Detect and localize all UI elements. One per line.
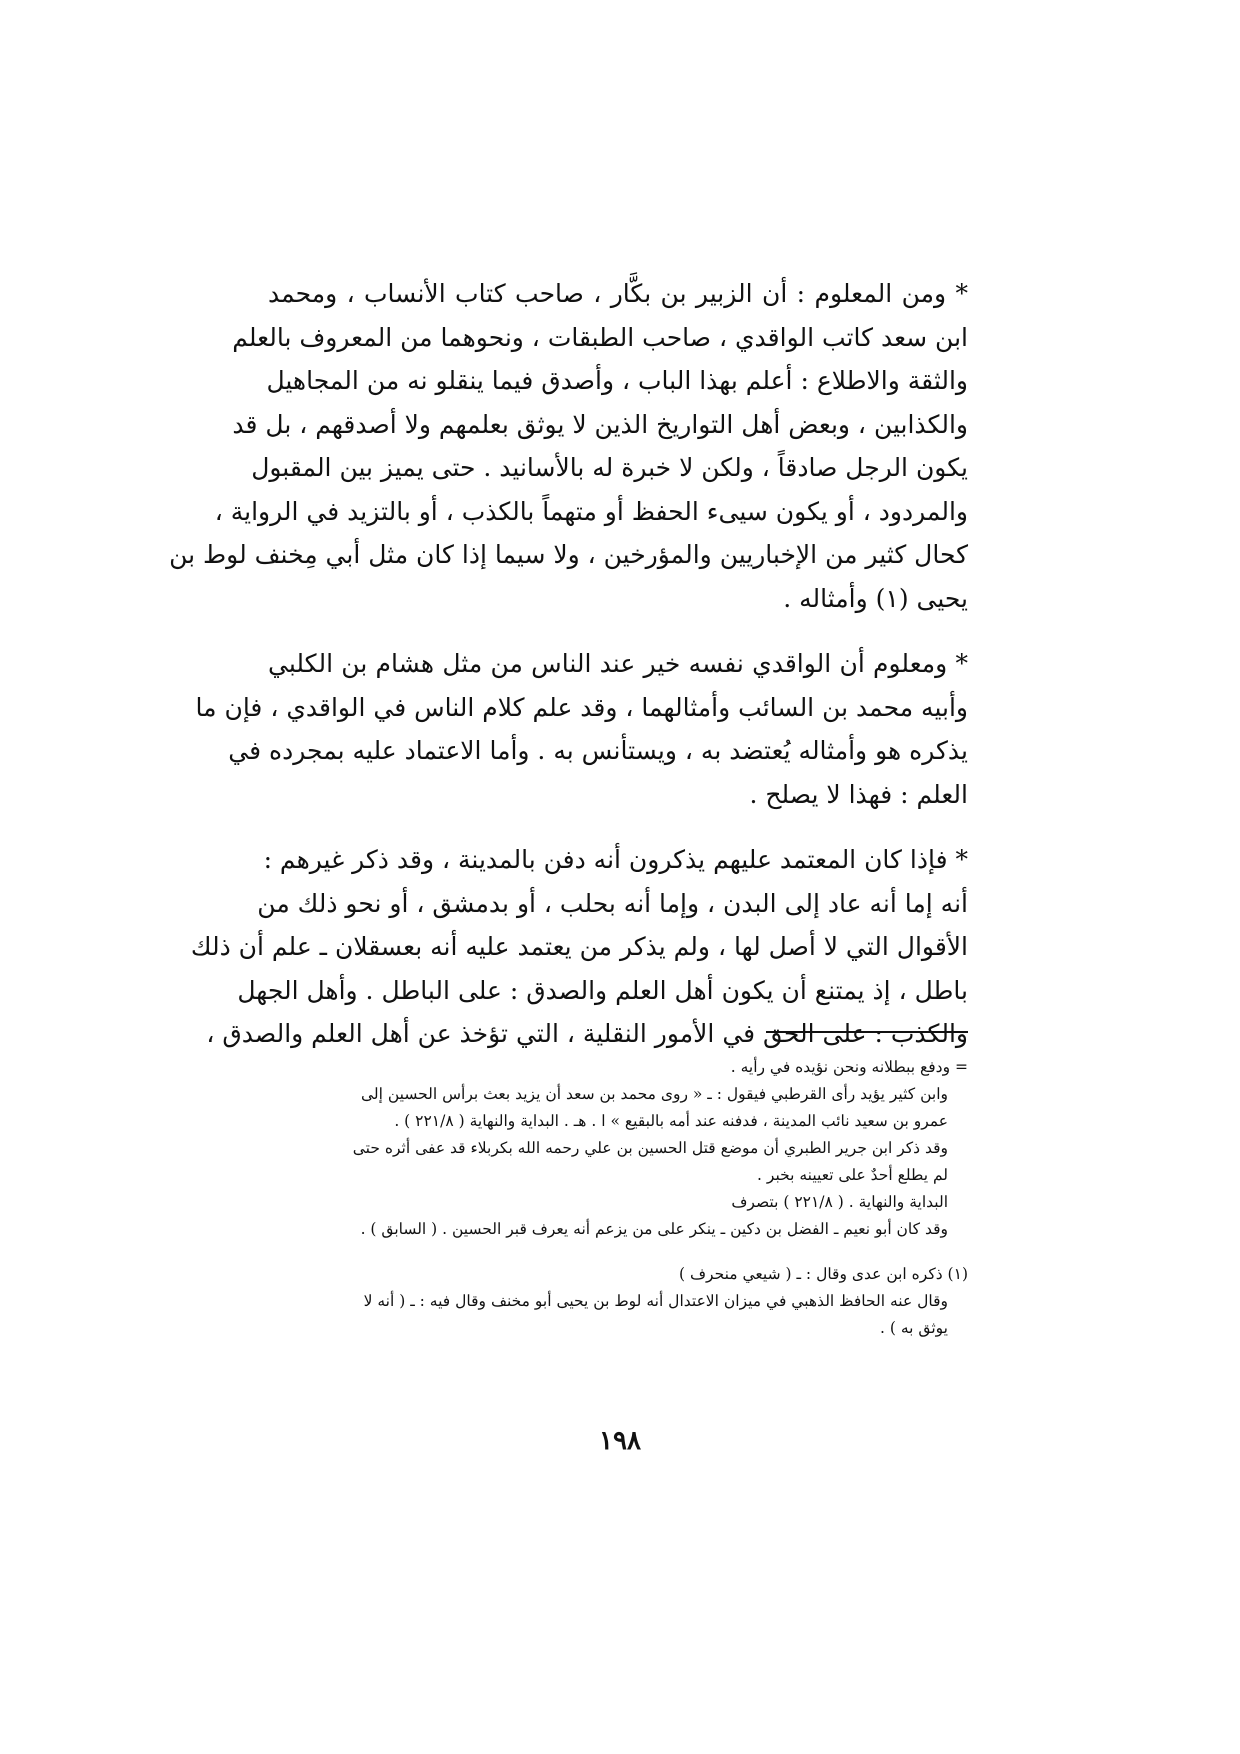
footnote-separator — [766, 1031, 968, 1033]
text-line: * ومعلوم أن الواقدي نفسه خير عند الناس من مثل هشام بن الكلبي — [268, 649, 968, 678]
footnote-line: (١) ذكره ابن عدى وقال : ـ ( شيعي منحرف ) — [678, 1265, 968, 1283]
footnote-line: وقال عنه الحافظ الذهبي في ميزان الاعتدال أنه لوط بن يحيى أبو مخنف وقال فيه : ـ ( أنه لا — [363, 1292, 948, 1310]
footnote-line: البداية والنهاية . ( ٢٢١/٨ ) بتصرف — [731, 1193, 948, 1211]
paragraph-2 — [195, 642, 968, 816]
footnote-line: = ودفع ببطلانه ونحن نؤيده في رأيه . — [730, 1058, 968, 1076]
text-line: يكون الرجل صادقاً ، ولكن لا خبرة له بالأسانيد . حتى يميز بين المقبول — [251, 453, 968, 482]
footnote-line: وقد كان أبو نعيم ـ الفضل بن دكين ـ ينكر على من يزعم أنه يعرف قبر الحسين . ( السابق ) . — [360, 1220, 948, 1238]
text-line: وأبيه محمد بن السائب وأمثالهما ، وقد علم كلام الناس في الواقدي ، فإن ما — [195, 692, 968, 722]
text-line: * ومن المعلوم : أن الزبير بن بكَّار ، صاحب كتاب الأنساب ، ومحمد — [268, 279, 969, 308]
footnote-line: يوثق به ) . — [880, 1319, 948, 1337]
footnotes — [268, 1054, 968, 1342]
text-line: كحال كثير من الإخباريين والمؤرخين ، ولا سيما إذا كان مثل أبي مِخنف لوط بن — [169, 540, 968, 569]
text-line: باطل ، إذ يمتنع أن يكون أهل العلم والصدق : على الباطل . وأهل الجهل — [237, 975, 968, 1005]
text-line: ابن سعد كاتب الواقدي ، صاحب الطبقات ، ونحوهما من المعروف بالعلم — [232, 322, 968, 352]
paragraph-3 — [190, 838, 968, 1056]
footnote-gap — [268, 1243, 968, 1261]
text-line: والكذابين ، وبعض أهل التواريخ الذين لا يوثق بعلمهم ولا أصدقهم ، بل قد — [232, 409, 968, 439]
paragraph-1 — [169, 272, 969, 620]
main-text — [169, 272, 969, 1056]
text-line: العلم : فهذا لا يصلح . — [749, 779, 968, 809]
footnote-line: لم يطلع أحدٌ على تعيينه بخبر . — [757, 1166, 948, 1184]
page-number: ١٩٨ — [599, 1426, 641, 1456]
text-line: أنه إما أنه عاد إلى البدن ، وإما أنه بحلب ، أو بدمشق ، أو نحو ذلك من — [257, 888, 968, 918]
text-line: الأقوال التي لا أصل لها ، ولم يذكر من يعتمد عليه أنه بعسقلان ـ علم أن ذلك — [190, 932, 968, 961]
text-line: والكذب : على الحق في الأمور النقلية ، التي تؤخذ عن أهل العلم والصدق ، — [206, 1019, 968, 1048]
footnote-line: وقد ذكر ابن جرير الطبري أن موضع قتل الحسين بن علي رحمه الله بكربلاء قد عفى أثره حتى — [352, 1139, 948, 1157]
text-line: والثقة والاطلاع : أعلم بهذا الباب ، وأصدق فيما ينقلو نه من المجاهيل — [266, 366, 968, 395]
footnote-1 — [268, 1261, 968, 1342]
footnote-continued — [268, 1054, 968, 1243]
footnote-line: عمرو بن سعيد نائب المدينة ، فدفنه عند أمه بالبقيع » ا . هـ . البداية والنهاية ( ٢٢١/٨ ) . — [394, 1112, 948, 1130]
text-line: يذكره هو وأمثاله يُعتضد به ، ويستأنس به . وأما الاعتماد عليه بمجرده في — [228, 736, 968, 765]
text-line: والمردود ، أو يكون سيىء الحفظ أو متهماً بالكذب ، أو بالتزيد في الرواية ، — [214, 496, 968, 526]
footnote-line: وابن كثير يؤيد رأى القرطبي فيقول : ـ « روى محمد بن سعد أن يزيد بعث برأس الحسين إلى — [361, 1085, 948, 1103]
text-line: * فإذا كان المعتمد عليهم يذكرون أنه دفن بالمدينة ، وقد ذكر غيرهم : — [263, 845, 968, 874]
text-line: يحيى (١) وأمثاله . — [783, 583, 968, 613]
